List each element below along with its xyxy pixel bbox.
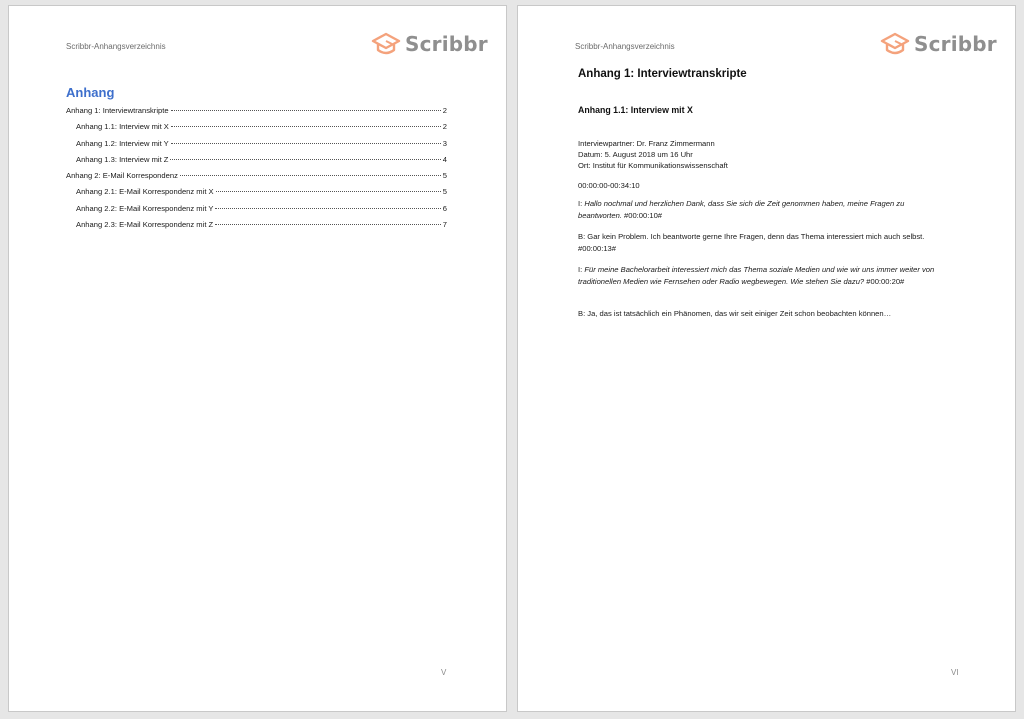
toc-entry-label: Anhang 1.3: Interview mit Z — [76, 154, 169, 164]
toc-entry[interactable] — [66, 187, 447, 203]
toc-leader-dots — [170, 159, 440, 160]
toc-entry-page: 2 — [442, 106, 447, 115]
transcript-text: Gar kein Problem. Ich beantworte gerne Ihre Fragen, denn das Thema interessiert mich auch selbst. — [587, 232, 925, 241]
interview-timecode: 00:00:00-00:34:10 — [578, 181, 640, 190]
toc-leader-dots — [215, 224, 441, 225]
toc-entry[interactable] — [66, 171, 447, 187]
timestamp: #00:00:13# — [578, 244, 617, 253]
toc-entry-page: 4 — [442, 154, 447, 164]
toc-leader-dots — [216, 191, 441, 192]
toc-entry-page: 7 — [442, 220, 447, 230]
page-vi — [517, 5, 1016, 712]
toc-leader-dots — [171, 110, 441, 111]
toc-entry-label: Anhang 1: Interviewtranskripte — [66, 106, 169, 115]
interview-location: Ort: Institut für Kommunikationswissenschaft — [578, 161, 728, 171]
toc-entry-page: 2 — [442, 122, 447, 132]
interview-date: Datum: 5. August 2018 um 16 Uhr — [578, 150, 693, 160]
interview-partner: Interviewpartner: Dr. Franz Zimmermann — [578, 139, 715, 148]
toc-entry-label: Anhang 2.3: E-Mail Korrespondenz mit Z — [76, 220, 214, 230]
toc-leader-dots — [180, 175, 441, 176]
graduation-cap-icon — [371, 31, 401, 57]
transcript-paragraph — [578, 264, 940, 288]
toc-entry[interactable] — [66, 155, 447, 171]
toc-entry-label: Anhang 2: E-Mail Korrespondenz — [66, 171, 178, 181]
toc-entry[interactable] — [66, 204, 447, 220]
transcript-text: Hallo nochmal und herzlichen Dank, dass Sie sich die Zeit genommen haben, meine Fragen zu beantworten. — [578, 199, 905, 220]
transcript-paragraph — [578, 308, 940, 320]
section-title: Anhang 1: Interviewtranskripte — [578, 68, 747, 80]
toc-entry-page: 3 — [442, 138, 447, 148]
toc-entry-page: 5 — [442, 187, 447, 197]
toc-entry[interactable] — [66, 106, 447, 122]
toc-leader-dots — [171, 126, 441, 127]
timestamp: #00:00:20# — [864, 277, 905, 286]
toc-leader-dots — [215, 208, 440, 209]
toc-entry[interactable] — [66, 220, 447, 236]
toc-entry-label: Anhang 2.1: E-Mail Korrespondenz mit X — [76, 187, 214, 197]
table-of-contents — [66, 106, 447, 236]
toc-entry[interactable] — [66, 139, 447, 155]
transcript-text: Ja, das ist tatsächlich ein Phänomen, das wir seit einiger Zeit schon beobachten können… — [587, 309, 892, 318]
speaker-label: B: — [578, 309, 588, 318]
toc-leader-dots — [171, 143, 441, 144]
toc-entry-label: Anhang 2.2: E-Mail Korrespondenz mit Y — [76, 203, 214, 213]
toc-entry-page: 5 — [442, 171, 447, 181]
toc-entry-page: 6 — [442, 203, 447, 213]
page-number: V — [441, 668, 447, 677]
transcript-text: Für meine Bachelorarbeit interessiert mich das Thema soziale Medien und wie wir uns immer weiter von traditionellen Medien wie Fernsehen oder Radio wegbewegen. Wie stehen Sie dazu? — [578, 265, 935, 286]
page-header-text: Scribbr-Anhangsverzeichnis — [575, 42, 675, 51]
speaker-label: I: — [578, 265, 585, 274]
toc-heading: Anhang — [66, 85, 115, 100]
page-v — [8, 5, 507, 712]
scribbr-logo — [371, 30, 488, 58]
logo-wordmark: Scribbr — [405, 32, 488, 56]
transcript-paragraph — [578, 198, 940, 222]
toc-entry-label: Anhang 1.2: Interview mit Y — [76, 138, 169, 148]
toc-entry-label: Anhang 1.1: Interview mit X — [76, 122, 169, 132]
transcript-paragraph — [578, 231, 940, 255]
toc-entry[interactable] — [66, 122, 447, 138]
page-header-text: Scribbr-Anhangsverzeichnis — [66, 42, 166, 51]
interview-meta — [578, 138, 728, 172]
timestamp: #00:00:10# — [621, 211, 663, 220]
speaker-label: B: — [578, 232, 588, 241]
scribbr-logo — [880, 30, 997, 58]
page-number: VI — [951, 668, 959, 677]
graduation-cap-icon — [880, 31, 910, 57]
subsection-title: Anhang 1.1: Interview mit X — [578, 105, 693, 115]
logo-wordmark: Scribbr — [914, 32, 997, 56]
speaker-label: I: — [578, 199, 585, 208]
